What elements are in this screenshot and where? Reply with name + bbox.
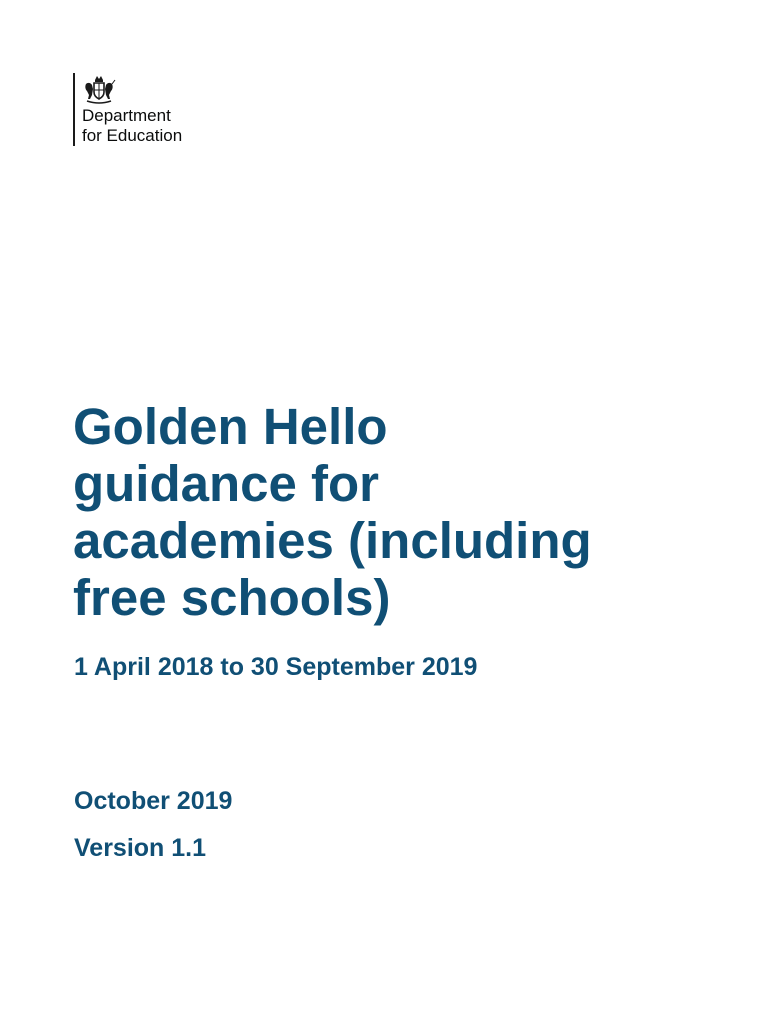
department-logo bbox=[73, 73, 223, 147]
document-title bbox=[73, 398, 713, 626]
logo-text-line-2: for Education bbox=[82, 126, 183, 145]
royal-coat-of-arms-icon bbox=[81, 75, 117, 105]
title-line-4: free schools) bbox=[73, 569, 391, 626]
title-line-3: academies (including bbox=[73, 512, 592, 569]
version-label: Version 1.1 bbox=[74, 834, 207, 862]
logo-text-line-1: Department bbox=[82, 106, 171, 125]
date-range-subtitle: 1 April 2018 to 30 September 2019 bbox=[74, 653, 478, 681]
title-line-1: Golden Hello bbox=[73, 398, 388, 455]
publication-date: October 2019 bbox=[74, 787, 233, 815]
title-line-2: guidance for bbox=[73, 455, 380, 512]
logo-vertical-rule bbox=[73, 73, 75, 146]
